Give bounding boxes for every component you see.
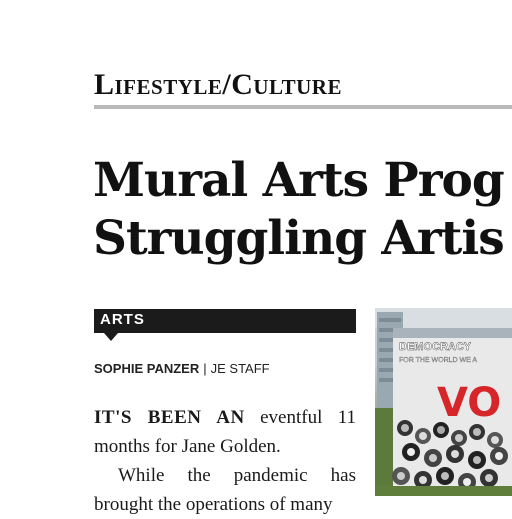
category-tag-notch	[104, 333, 118, 341]
category-tag-label: ARTS	[100, 311, 145, 328]
article-photo	[375, 308, 512, 496]
article-headline	[93, 152, 504, 268]
lead-in-rest: eventful 11 months for Jane Golden.	[94, 407, 356, 457]
mural-text-2: FOR THE WORLD WE A	[399, 357, 478, 364]
article-body	[94, 403, 356, 519]
mural-text-vo: VO	[437, 380, 502, 426]
body-paragraph-1	[94, 403, 356, 461]
lead-in-caps: IT'S BEEN AN	[94, 407, 245, 428]
tree	[375, 408, 393, 488]
mural-photo-illustration	[375, 308, 512, 496]
byline	[94, 361, 270, 376]
mural-text-1: DEMOCRACY	[399, 341, 472, 353]
headline-line-2: Struggling Artis	[93, 211, 504, 266]
grass	[375, 486, 512, 496]
headline-line-1: Mural Arts Prog	[93, 153, 504, 208]
category-tag	[94, 309, 356, 333]
byline-affiliation: JE STAFF	[210, 361, 270, 376]
section-divider	[94, 105, 512, 109]
byline-author: SOPHIE PANZER	[94, 361, 200, 376]
section-title: Lifestyle/Culture	[94, 68, 342, 101]
byline-separator: |	[203, 361, 207, 376]
body-paragraph-2: While the pandemic has brought the operations of many	[94, 465, 356, 515]
